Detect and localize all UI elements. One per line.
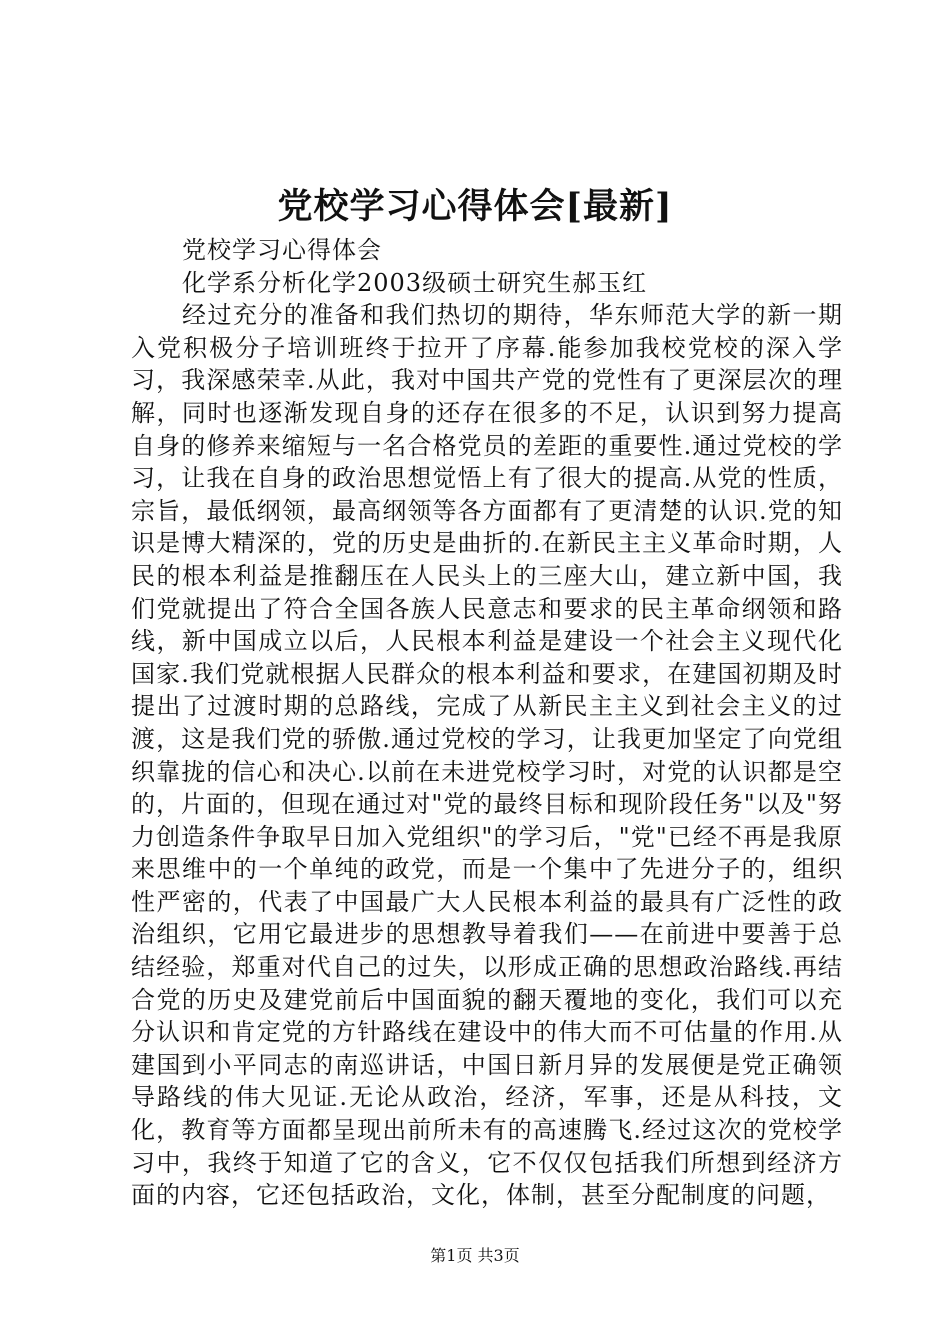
document-body <box>131 234 843 1212</box>
document-title: 党校学习心得体会[最新] <box>277 186 673 227</box>
author-line: 化学系分析化学2003级硕士研究生郝玉红 <box>182 268 648 297</box>
page-footer: 第1页 共3页 <box>430 1246 520 1265</box>
body-paragraph: 经过充分的准备和我们热切的期待，华东师范大学的新一期入党积极分子培训班终于拉开了序幕.能参加我校党校的深入学习，我深感荣幸.从此，我对中国共产党的党性有了更深层次的理解，同时也逐渐发现自身的还存在很多的不足，认识到努力提高自身的修养来缩短与一名合格党员的差距的重要性.通过党校的学习，让我在自身的政治思想觉悟上有了很大的提高.从党的性质，宗旨，最低纲领，最高纲领等各方面都有了更清楚的认识.党的知识是博大精深的，党的历史是曲折的.在新民主主义革命时期，人民的根本利益是推翻压在人民头上的三座大山，建立新中国，我们党就提出了符合全国各族人民意志和要求的民主革命纲领和路线，新中国成立以后，人民根本利益是建设一个社会主义现代化国家.我们党就根据人民群众的根本利益和要求，在建国初期及时提出了过渡时期的总路线，完成了从新民主主义到社会主义的过渡，这是我们党的骄傲.通过党校的学习，让我更加坚定了向党组织靠拢的信心和决心.以前在未进党校学习时，对党的认识都是空的，片面的，但现在通过对"党的最终目标和现阶段任务"以及"努力创造条件争取早日加入党组织"的学习后，"党"已经不再是我原来思维中的一个单纯的政党，而是一个集中了先进分子的，组织性严密的，代表了中国最广大人民根本利益的最具有广泛性的政治组织，它用它最进步的思想教导着我们——在前进中要善于总结经验，郑重对代自己的过失，以形成正确的思想政治路线.再结合党的历史及建党前后中国面貌的翻天覆地的变化，我们可以充分认识和肯定党的方针路线在建设中的伟大而不可估量的作用.从建国到小平同志的南巡讲话，中国日新月异的发展便是党正确领导路线的伟大见证.无论从政治，经济，军事，还是从科技，文化，教育等方面都呈现出前所未有的高速腾飞.经过这次的党校学习中，我终于知道了它的含义，它不仅仅包括我们所想到经济方面的内容，它还包括政治，文化，体制，甚至分配制度的问题， <box>131 301 843 1210</box>
subtitle-line: 党校学习心得体会 <box>182 236 382 264</box>
